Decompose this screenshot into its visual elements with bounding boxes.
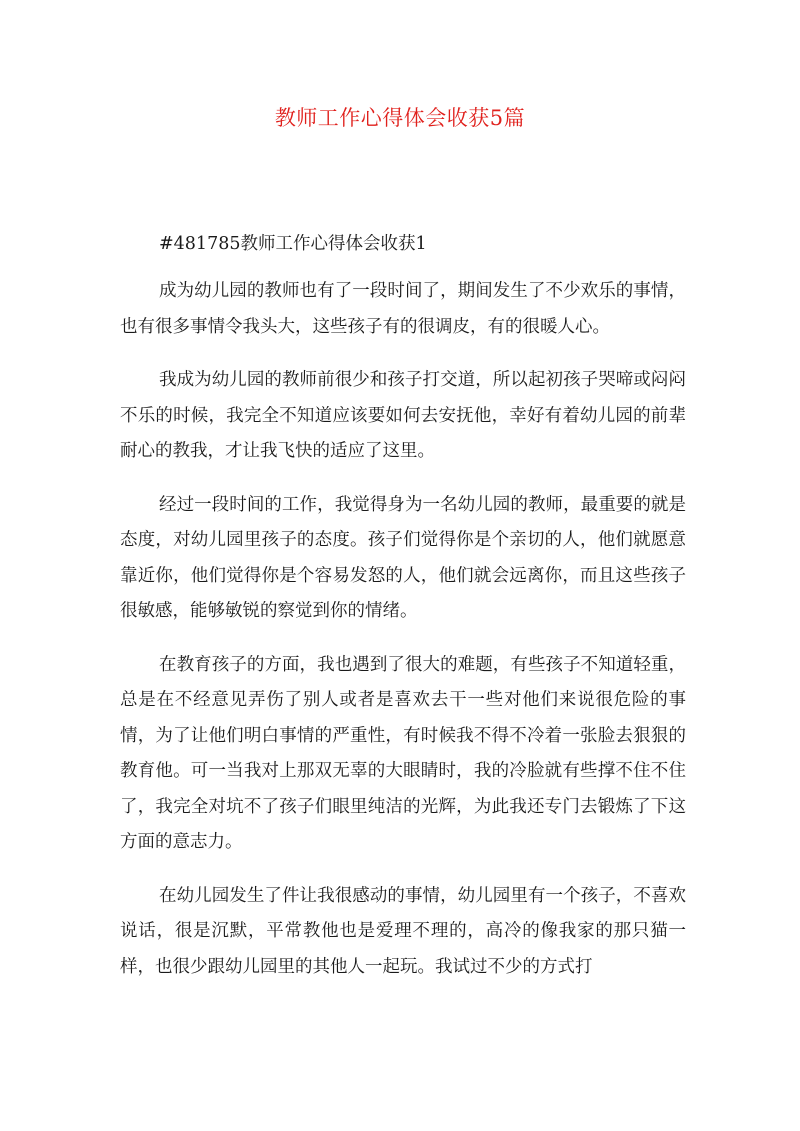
paragraph-2: 我成为幼儿园的教师前很少和孩子打交道，所以起初孩子哭啼或闷闷不乐的时候，我完全不知道应该要如何去安抚他，幸好有着幼儿园的前辈耐心的教我，才让我飞快的适应了这里。 [120, 370, 686, 461]
section-heading: #481785教师工作心得体会收获1 [159, 234, 427, 254]
paragraph-4: 在教育孩子的方面，我也遇到了很大的难题，有些孩子不知道轻重，总是在不经意见弄伤了别人或者是喜欢去干一些对他们来说很危险的事情，为了让他们明白事情的严重性，有时候我不得不冷着一张脸去狠狠的教育他。可一当我对上那双无辜的大眼睛时，我的冷脸就有些撑不住不住了，我完全对坑不了孩子们眼里纯洁的光辉，为此我还专门去锻炼了下这方面的意志力。 [120, 654, 686, 852]
paragraph-3: 经过一段时间的工作，我觉得身为一名幼儿园的教师，最重要的就是态度，对幼儿园里孩子的态度。孩子们觉得你是个亲切的人，他们就愿意靠近你，他们觉得你是个容易发怒的人，他们就会远离你，而且这些孩子很敏感，能够敏锐的察觉到你的情绪。 [120, 494, 686, 621]
paragraph-1: 成为幼儿园的教师也有了一段时间了，期间发生了不少欢乐的事情，也有很多事情令我头大，这些孩子有的很调皮，有的很暖人心。 [120, 281, 686, 337]
document-body [120, 228, 686, 1003]
paragraph-5: 在幼儿园发生了件让我很感动的事情，幼儿园里有一个孩子，不喜欢说话，很是沉默，平常教他也是爱理不理的，高冷的像我家的那只猫一样，也很少跟幼儿园里的其他人一起玩。我试过不少的方式打 [120, 885, 686, 977]
document-title: 教师工作心得体会收获5篇 [274, 106, 526, 130]
